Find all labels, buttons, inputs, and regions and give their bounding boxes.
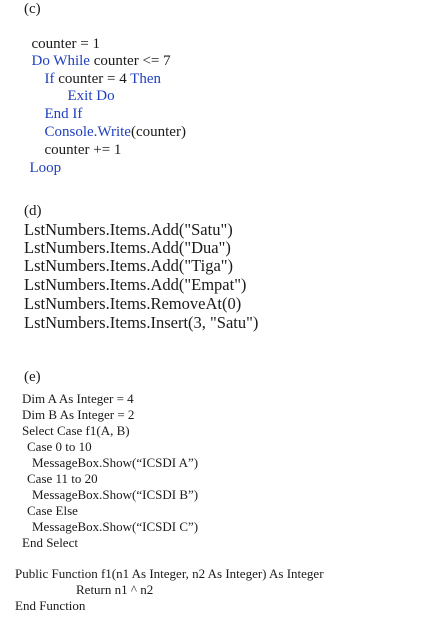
function-line-2: Return n1 ^ n2: [76, 582, 154, 597]
code-line-d-4: LstNumbers.Items.Add("Empat"): [24, 275, 247, 294]
code-text: counter = 4: [54, 71, 131, 87]
keyword: Exit Do: [67, 88, 115, 104]
code-line-e-1: Dim A As Integer = 4: [22, 391, 134, 406]
code-line-d-6: LstNumbers.Items.Insert(3, "Satu"): [24, 313, 259, 332]
function-line-1: Public Function f1(n1 As Integer, n2 As Integer) As Integer: [15, 566, 324, 581]
code-line-e-4: Case 0 to 10: [27, 439, 92, 454]
code-text: counter <= 7: [89, 53, 171, 69]
code-line-d-1: LstNumbers.Items.Add("Satu"): [24, 220, 233, 239]
keyword: End If: [44, 106, 83, 122]
keyword: Console.Write: [44, 124, 131, 140]
code-line-e-2: Dim B As Integer = 2: [22, 407, 135, 422]
keyword: Loop: [29, 160, 62, 176]
code-text: (counter): [130, 124, 186, 140]
code-line-e-8: Case Else: [27, 503, 78, 518]
code-line-e-3: Select Case f1(A, B): [22, 423, 130, 438]
part-c-label: (c): [24, 1, 41, 17]
code-line-e-6: Case 11 to 20: [27, 471, 98, 486]
keyword: If: [44, 71, 55, 87]
code-line-e-10: End Select: [22, 535, 78, 550]
code-line-c-8: [22, 146, 61, 176]
part-e-label: (e): [24, 369, 41, 385]
part-d-label: (d): [24, 203, 42, 219]
function-line-3: End Function: [15, 598, 86, 613]
code-text: counter += 1: [44, 142, 122, 158]
code-line-d-3: LstNumbers.Items.Add("Tiga"): [24, 256, 234, 275]
keyword: Then: [130, 71, 161, 87]
code-text: counter = 1: [31, 36, 100, 52]
code-line-d-2: LstNumbers.Items.Add("Dua"): [24, 238, 231, 257]
code-line-d-5: LstNumbers.Items.RemoveAt(0): [24, 294, 242, 313]
code-line-e-9: MessageBox.Show(“ICSDI C”): [32, 519, 199, 534]
keyword: Do While: [31, 53, 90, 69]
code-line-e-5: MessageBox.Show(“ICSDI A”): [32, 455, 199, 470]
code-line-e-7: MessageBox.Show(“ICSDI B”): [32, 487, 199, 502]
